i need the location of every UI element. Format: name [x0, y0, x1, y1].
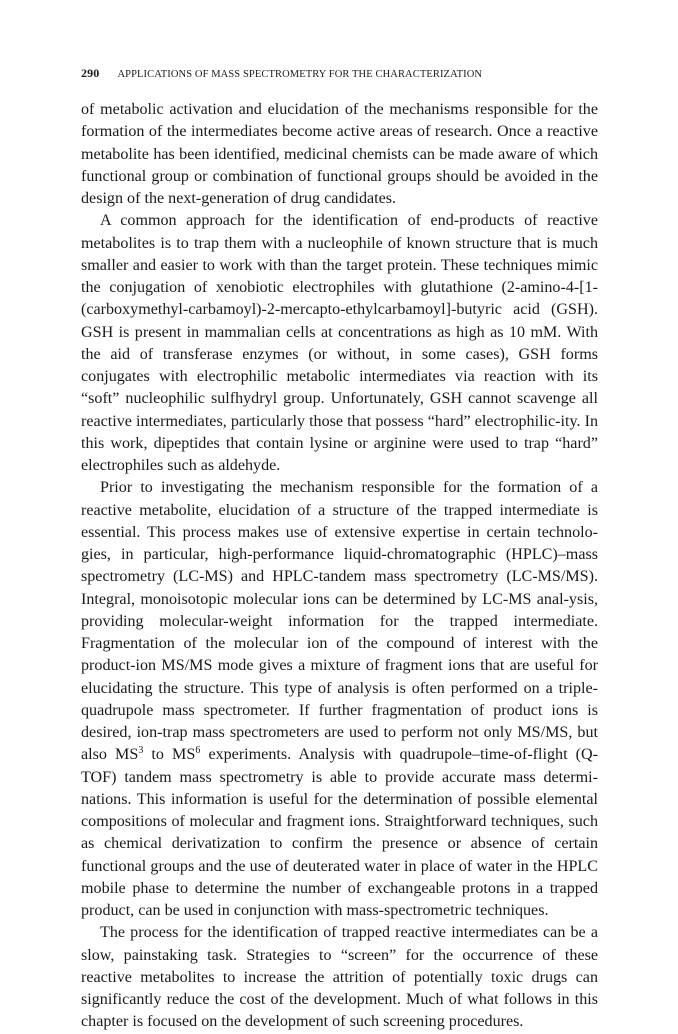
- ms6-superscript: 6: [195, 745, 201, 757]
- body-text: [81, 99, 598, 1034]
- paragraph-2: A common approach for the identification of end-products of reactive metabolites is to trap them with a nucleophile of known structure that is much smaller and easier to work with than the target protein. These techniques mimic the conjugation of xenobiotic electrophiles with glutathione (2-amino-4-[1-(carboxymethyl-carbamoyl)-2-mercapto-ethylcarbamoyl]-butyric acid (GSH). GSH is present in mammalian cells at concentrations as high as 10 mM. With the aid of transferase enzymes (or without, in some cases), GSH forms conjugates with electrophilic metabolic intermediates via reaction with its “soft” nucleophilic sulfhydryl group. Unfortunately, GSH cannot scavenge all reactive intermediates, particularly those that possess “hard” electrophilic-ity. In this work, dipeptides that contain lysine or arginine were used to trap “hard” electrophiles such as aldehyde.: [81, 212, 598, 474]
- ms3-superscript: 3: [138, 745, 144, 757]
- paragraph-3-part-b: to MS: [143, 746, 196, 764]
- paragraph-1: of metabolic activation and elucidation of the mechanisms responsible for the formation of the intermediates become active areas of research. Once a reactive metabolite has been identified, medicinal chemists can be made aware of which functional group or combination of functional groups should be avoided in the design of the next-generation of drug candidates.: [81, 101, 598, 207]
- paragraph-3-part-a: Prior to investigating the mechanism responsible for the formation of a reactive metabolite, elucidation of a structure of the trapped intermediate is essential. This process makes use of extensive expertise in certain technolo-gies, in particular, high-performance liquid-chromatographic (HPLC)–mass spectrometry (LC-MS) and HPLC-tandem mass spectrometry (LC-MS/MS). Integral, monoisotopic molecular ions can be determined by LC-MS anal-ysis, providing molecular-weight information for the trapped intermediate. Fragmentation of the molecular ion of the compound of interest with the product-ion MS/MS mode gives a mixture of fragment ions that are useful for elucidating the structure. This type of analysis is often performed on a triple-quadrupole mass spectrometer. If further fragmentation of product ions is desired, ion-trap mass spectrometers are used to perform not only MS/MS, but also MS: [81, 479, 598, 764]
- page-header: [81, 66, 601, 81]
- paragraph-3: [81, 477, 598, 922]
- paragraph-4: The process for the identification of trapped reactive intermediates can be a slow, painstaking task. Strategies to “screen” for the occurrence of these reactive metabolites to increase the attrition of potentially toxic drugs can significantly reduce the cost of the development. Much of what follows in this chapter is focused on the development of such screening procedures.: [81, 924, 598, 1031]
- paragraph-3-part-c: experiments. Analysis with quadrupole–time-of-flight (Q-TOF) tandem mass spectrometry is able to provide accurate mass determi-nations. This information is useful for the determination of possible elemental compositions of molecular and fragment ions. Straightforward techniques, such as chemical derivatization to confirm the presence or absence of certain functional groups and the use of deuterated water in place of water in the HPLC mobile phase to determine the number of exchangeable protons in a trapped product, can be used in conjunction with mass-spectrometric techniques.: [81, 746, 599, 919]
- running-head: APPLICATIONS OF MASS SPECTROMETRY FOR THE CHARACTERIZATION: [117, 69, 483, 80]
- page-number: 290: [81, 66, 100, 80]
